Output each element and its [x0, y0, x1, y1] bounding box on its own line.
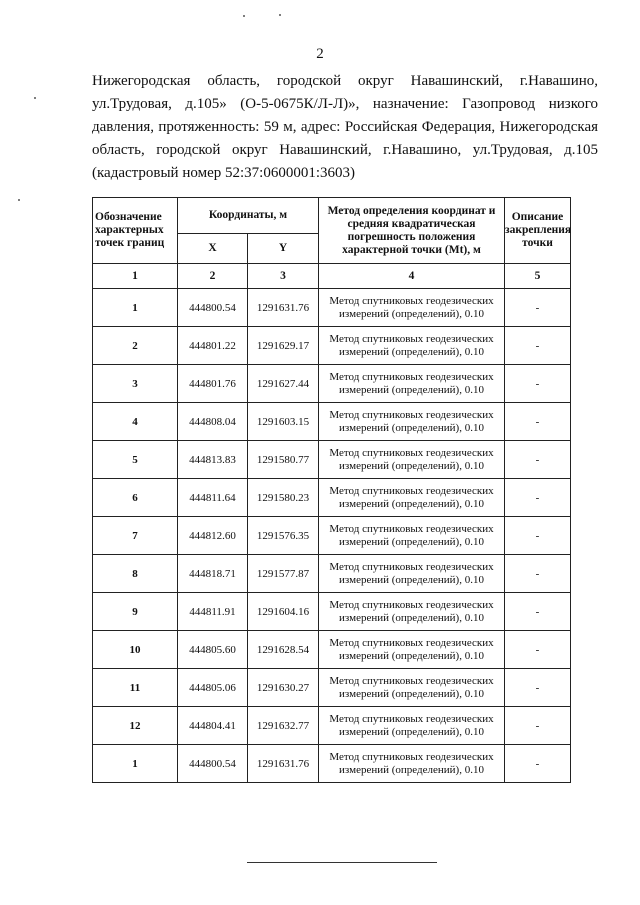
method-cell: Метод спутниковых геодезических измерений (определений), 0.10 — [319, 593, 505, 631]
table-row — [93, 517, 571, 555]
header-x: X — [178, 234, 248, 264]
description-cell: - — [505, 517, 571, 555]
description-cell: - — [505, 289, 571, 327]
method-cell: Метод спутниковых геодезических измерений (определений), 0.10 — [319, 555, 505, 593]
point-number-cell: 4 — [93, 403, 178, 441]
column-number: 1 — [93, 264, 178, 289]
point-number-cell: 1 — [93, 745, 178, 783]
point-number-cell: 10 — [93, 631, 178, 669]
x-coordinate-cell: 444800.54 — [178, 745, 248, 783]
description-cell: - — [505, 441, 571, 479]
y-coordinate-cell: 1291631.76 — [248, 745, 319, 783]
description-cell: - — [505, 707, 571, 745]
method-cell: Метод спутниковых геодезических измерений (определений), 0.10 — [319, 707, 505, 745]
column-number: 5 — [505, 264, 571, 289]
y-coordinate-cell: 1291580.77 — [248, 441, 319, 479]
y-coordinate-cell: 1291628.54 — [248, 631, 319, 669]
description-cell: - — [505, 669, 571, 707]
y-coordinate-cell: 1291630.27 — [248, 669, 319, 707]
table-row — [93, 441, 571, 479]
table-row — [93, 479, 571, 517]
method-cell: Метод спутниковых геодезических измерений (определений), 0.10 — [319, 745, 505, 783]
table-row — [93, 327, 571, 365]
x-coordinate-cell: 444811.64 — [178, 479, 248, 517]
column-number: 4 — [319, 264, 505, 289]
table-row — [93, 555, 571, 593]
column-number-row — [93, 264, 571, 289]
y-coordinate-cell: 1291577.87 — [248, 555, 319, 593]
description-cell: - — [505, 631, 571, 669]
y-coordinate-cell: 1291580.23 — [248, 479, 319, 517]
point-number-cell: 6 — [93, 479, 178, 517]
page-number: 2 — [316, 46, 324, 62]
y-coordinate-cell: 1291629.17 — [248, 327, 319, 365]
x-coordinate-cell: 444801.22 — [178, 327, 248, 365]
method-cell: Метод спутниковых геодезических измерений (определений), 0.10 — [319, 289, 505, 327]
x-coordinate-cell: 444813.83 — [178, 441, 248, 479]
method-cell: Метод спутниковых геодезических измерений (определений), 0.10 — [319, 403, 505, 441]
x-coordinate-cell: 444805.60 — [178, 631, 248, 669]
header-coordinates: Координаты, м — [178, 198, 319, 234]
header-description: Описание закрепления точки — [505, 198, 571, 264]
y-coordinate-cell: 1291627.44 — [248, 365, 319, 403]
point-number-cell: 9 — [93, 593, 178, 631]
intro-paragraph: Нижегородская область, городской округ Навашинский, г.Навашино, ул.Трудовая, д.105» (О-5-0675К/Л-Л)», назначение: Газопровод низкого давления, протяженность: 59 м, адрес: Российская Федерация, Нижегородская область, городской округ Навашинский, г.Навашино, ул.Трудовая, д.105 (кадастровый номер 52:37:0600001:3603) — [92, 73, 598, 181]
description-cell: - — [505, 593, 571, 631]
x-coordinate-cell: 444800.54 — [178, 289, 248, 327]
table-row — [93, 289, 571, 327]
description-cell: - — [505, 327, 571, 365]
point-number-cell: 7 — [93, 517, 178, 555]
table-row — [93, 365, 571, 403]
table-row — [93, 403, 571, 441]
table-row — [93, 593, 571, 631]
table-body — [93, 289, 571, 783]
x-coordinate-cell: 444808.04 — [178, 403, 248, 441]
x-coordinate-cell: 444812.60 — [178, 517, 248, 555]
method-cell: Метод спутниковых геодезических измерений (определений), 0.10 — [319, 365, 505, 403]
method-cell: Метод спутниковых геодезических измерений (определений), 0.10 — [319, 327, 505, 365]
point-number-cell: 1 — [93, 289, 178, 327]
boundary-points-table — [92, 197, 571, 783]
description-cell: - — [505, 555, 571, 593]
description-cell: - — [505, 365, 571, 403]
point-number-cell: 2 — [93, 327, 178, 365]
y-coordinate-cell: 1291576.35 — [248, 517, 319, 555]
x-coordinate-cell: 444811.91 — [178, 593, 248, 631]
table-row — [93, 745, 571, 783]
method-cell: Метод спутниковых геодезических измерений (определений), 0.10 — [319, 479, 505, 517]
description-cell: - — [505, 745, 571, 783]
column-number: 2 — [178, 264, 248, 289]
header-designation: Обозначение характерных точек границ — [93, 198, 178, 264]
x-coordinate-cell: 444805.06 — [178, 669, 248, 707]
table-row — [93, 631, 571, 669]
x-coordinate-cell: 444818.71 — [178, 555, 248, 593]
x-coordinate-cell: 444804.41 — [178, 707, 248, 745]
method-cell: Метод спутниковых геодезических измерений (определений), 0.10 — [319, 517, 505, 555]
y-coordinate-cell: 1291631.76 — [248, 289, 319, 327]
header-y: Y — [248, 234, 319, 264]
signature-line — [247, 862, 437, 863]
point-number-cell: 5 — [93, 441, 178, 479]
method-cell: Метод спутниковых геодезических измерений (определений), 0.10 — [319, 441, 505, 479]
point-number-cell: 3 — [93, 365, 178, 403]
description-cell: - — [505, 403, 571, 441]
y-coordinate-cell: 1291604.16 — [248, 593, 319, 631]
column-number: 3 — [248, 264, 319, 289]
header-method: Метод определения координат и средняя квадратическая погрешность положения характерной точки (Mt), м — [319, 198, 505, 264]
method-cell: Метод спутниковых геодезических измерений (определений), 0.10 — [319, 631, 505, 669]
point-number-cell: 12 — [93, 707, 178, 745]
point-number-cell: 11 — [93, 669, 178, 707]
y-coordinate-cell: 1291632.77 — [248, 707, 319, 745]
table-row — [93, 669, 571, 707]
description-cell: - — [505, 479, 571, 517]
method-cell: Метод спутниковых геодезических измерений (определений), 0.10 — [319, 669, 505, 707]
y-coordinate-cell: 1291603.15 — [248, 403, 319, 441]
point-number-cell: 8 — [93, 555, 178, 593]
x-coordinate-cell: 444801.76 — [178, 365, 248, 403]
table-row — [93, 707, 571, 745]
